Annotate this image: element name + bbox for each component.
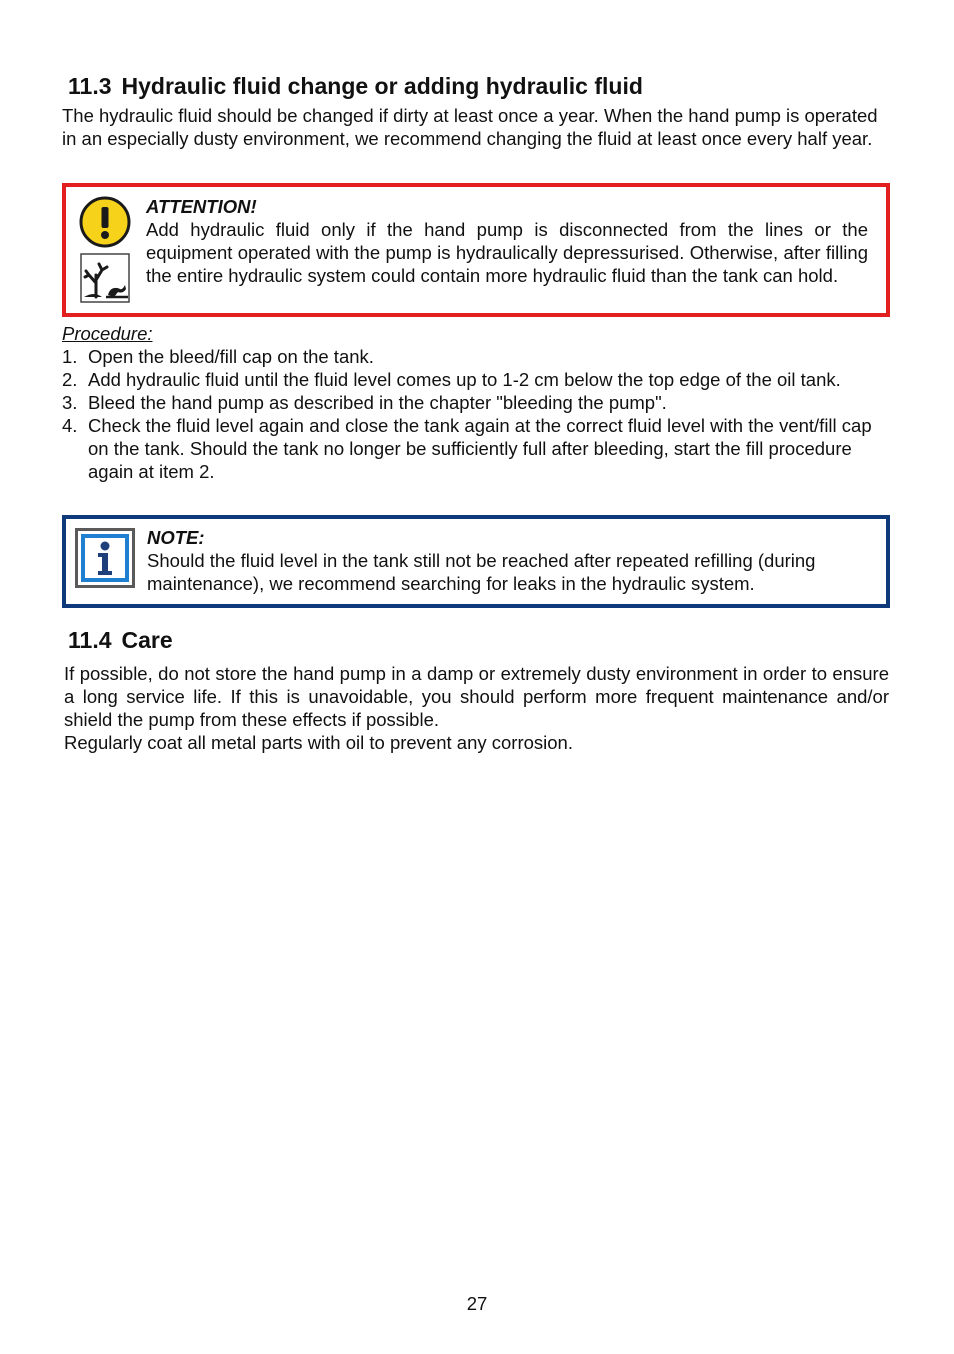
attention-box — [62, 183, 890, 317]
step-number: 4. — [62, 415, 78, 436]
note-text: Should the fluid level in the tank still not be reached after repeated refilling (during maintenance), we recommend searching for leaks in the hydraulic system. — [147, 550, 816, 594]
section-title: Hydraulic fluid change or adding hydraulic fluid — [121, 73, 643, 99]
care-paragraph: If possible, do not store the hand pump in a damp or extremely dusty environment in order to ensure a long service life. If this is unavoidable, you should perform more frequent maintenance and/or shield the pump from these effects if possible. — [64, 663, 889, 730]
procedure-label: Procedure: — [62, 323, 153, 344]
step-text: Open the bleed/fill cap on the tank. — [88, 346, 374, 367]
section-number: 11.4 — [68, 627, 112, 653]
list-item — [62, 345, 890, 368]
section-title: Care — [121, 627, 173, 653]
info-icon — [74, 527, 136, 589]
procedure-list — [62, 345, 890, 483]
note-box — [62, 515, 890, 608]
section-number: 11.3 — [68, 73, 112, 99]
page-number: 27 — [466, 1293, 488, 1314]
step-number: 3. — [62, 392, 78, 413]
section-heading-11-3 — [68, 72, 643, 100]
step-text: Bleed the hand pump as described in the chapter "bleeding the pump". — [88, 392, 667, 413]
list-item — [62, 414, 890, 483]
attention-text: Add hydraulic fluid only if the hand pump is disconnected from the lines or the equipment operated with the pump is hydraulically depressurised. Otherwise, after filling the entire hydraulic system could contain more hydraulic fluid than the tank can hold. — [146, 219, 868, 286]
section-intro: The hydraulic fluid should be changed if dirty at least once a year. When the hand pump is operated in an especially dusty environment, we recommend changing the fluid at least once every half year. — [62, 105, 878, 149]
warning-exclamation-icon — [78, 195, 132, 249]
section-heading-11-4 — [68, 626, 173, 654]
environment-hazard-icon — [80, 253, 130, 303]
step-number: 2. — [62, 369, 78, 390]
care-paragraph-2: Regularly coat all metal parts with oil to prevent any corrosion. — [64, 732, 573, 753]
list-item — [62, 391, 890, 414]
attention-title: ATTENTION! — [146, 196, 257, 217]
note-title: NOTE: — [147, 527, 205, 548]
list-item — [62, 368, 890, 391]
step-number: 1. — [62, 346, 78, 367]
step-text: Add hydraulic fluid until the fluid level comes up to 1-2 cm below the top edge of the oil tank. — [88, 369, 841, 390]
step-text: Check the fluid level again and close the tank again at the correct fluid level with the vent/fill cap on the tank. Should the tank no longer be sufficiently full after bleeding, start the fill procedure again at item 2. — [88, 415, 872, 482]
